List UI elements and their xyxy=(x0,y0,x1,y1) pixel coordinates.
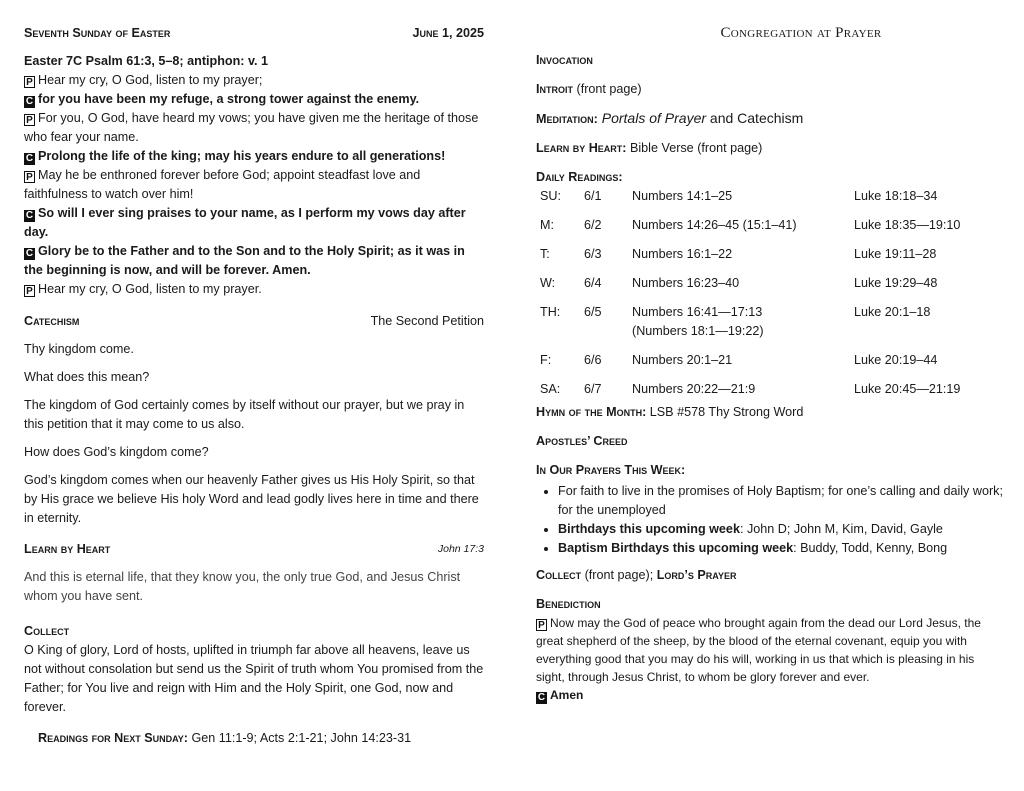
introit-label: Introit xyxy=(536,82,573,96)
reading-day: F: xyxy=(540,353,552,367)
reading-day: SU: xyxy=(540,189,561,203)
prayer-item-label: Baptism Birthdays this upcoming week xyxy=(558,541,794,555)
psalm-line-text: Prolong the life of the king; may his years endure to all generations! xyxy=(38,149,446,163)
prayer-list xyxy=(536,482,1006,558)
congregation-marker-icon: C xyxy=(25,153,34,164)
meditation-italic: Portals of Prayer xyxy=(601,110,707,126)
daily-readings-heading: Daily Readings: xyxy=(536,170,623,184)
reading-ot-primary: Numbers 14:26–45 (15:1–41) xyxy=(632,218,797,232)
invocation-heading: Invocation xyxy=(536,53,593,67)
reading-date: 6/4 xyxy=(584,276,602,290)
next-sunday-label: Readings for Next Sunday xyxy=(38,731,184,745)
reading-ot-primary: Numbers 16:1–22 xyxy=(632,247,733,261)
reading-old-testament xyxy=(632,351,854,380)
reading-ot-primary: Numbers 14:1–25 xyxy=(632,189,733,203)
next-sunday-readings: Readings for Next Sunday: Gen 11:1-9; Acts 2:1-21; John 14:23-31 xyxy=(38,731,412,745)
prayers-heading: In Our Prayers This Week: xyxy=(536,463,686,477)
learn-label: Learn by Heart: xyxy=(536,141,627,155)
reading-date: 6/6 xyxy=(584,353,602,367)
learn-verse: And this is eternal life, that they know you, the only true God, and Jesus Christ whom you have sent. xyxy=(24,570,461,603)
introit-line xyxy=(536,80,1006,99)
reading-new-testament: Luke 18:35—19:10 xyxy=(854,218,961,232)
psalm-line xyxy=(24,242,484,280)
catechism-header xyxy=(24,312,484,331)
bulletin-header xyxy=(24,24,484,43)
lords-prayer-label: Lord’s Prayer xyxy=(656,568,737,582)
catechism-heading: Catechism xyxy=(24,314,80,328)
prayer-item xyxy=(558,539,1006,558)
pastor-marker-icon: P xyxy=(24,114,35,126)
collect-prayer-line xyxy=(536,566,1006,585)
reading-old-testament xyxy=(632,274,854,303)
psalm-line-text: Glory be to the Father and to the Son and to the Holy Spirit; as it was in the beginning is now, and will be forever. Amen. xyxy=(24,244,465,277)
prayer-item-text: For faith to live in the promises of Holy Baptism; for one’s calling and daily work; for the unemployed xyxy=(558,484,1003,517)
collect-heading: Collect xyxy=(24,624,70,638)
reading-new-testament: Luke 20:19–44 xyxy=(854,353,938,367)
reading-old-testament xyxy=(632,303,854,351)
reading-day: T: xyxy=(540,247,550,261)
benediction-text-block xyxy=(536,614,1006,686)
reading-row xyxy=(540,351,960,380)
psalm-line-text: for you have been my refuge, a strong tower against the enemy. xyxy=(38,92,420,106)
pastor-marker-icon: P xyxy=(24,285,35,297)
psalm-heading: Easter 7C Psalm 61:3, 5–8; antiphon: v. 1 xyxy=(24,54,269,68)
right-column xyxy=(536,24,1006,704)
psalm-line-text: So will I ever sing praises to your name, as I perform my vows day after day. xyxy=(24,206,466,239)
reading-new-testament: Luke 18:18–34 xyxy=(854,189,938,203)
reading-ot-primary: Numbers 20:22—21:9 xyxy=(632,382,756,396)
hymn-label: Hymn of the Month: xyxy=(536,405,647,419)
learn-citation: John 17:3 xyxy=(437,543,484,555)
daily-readings-table xyxy=(540,187,960,409)
psalm-line-text: Hear my cry, O God, listen to my prayer. xyxy=(38,282,262,296)
reading-new-testament: Luke 20:1–18 xyxy=(854,305,931,319)
reading-old-testament xyxy=(632,245,854,274)
psalm-line xyxy=(24,109,484,147)
learn-text: Bible Verse (front page) xyxy=(629,141,763,155)
psalm-line-text: Hear my cry, O God, listen to my prayer; xyxy=(38,73,263,87)
reading-row xyxy=(540,303,960,351)
reading-date: 6/3 xyxy=(584,247,602,261)
reading-ot-primary: Numbers 16:23–40 xyxy=(632,276,740,290)
right-title: Congregation at Prayer xyxy=(720,25,882,41)
benediction-text: Now may the God of peace who brought again from the dead our Lord Jesus, the great shepherd of the sheep, by the blood of the eternal covenant, equip you with everything good that you may do his will, working in us that which is pleasing in his sight, through Jesus Christ, to whom be glory forever and ever. xyxy=(536,616,981,684)
psalm-line xyxy=(24,280,484,299)
psalm-responsive-reading xyxy=(24,71,484,299)
reading-new-testament: Luke 19:11–28 xyxy=(854,247,937,261)
reading-day: SA: xyxy=(540,382,561,396)
psalm-line xyxy=(24,147,484,166)
reading-new-testament: Luke 19:29–48 xyxy=(854,276,938,290)
prayer-item xyxy=(558,482,1006,520)
reading-date: 6/2 xyxy=(584,218,602,232)
pastor-marker-icon: P xyxy=(24,171,35,183)
catechism-subtitle: The Second Petition xyxy=(370,314,484,328)
benediction-heading: Benediction xyxy=(536,597,601,611)
pastor-marker-icon: P xyxy=(24,76,35,88)
reading-day: TH: xyxy=(540,305,561,319)
reading-row xyxy=(540,245,960,274)
psalm-line xyxy=(24,204,484,242)
catechism-paragraph: What does this mean? xyxy=(24,370,150,384)
hymn-text: LSB #578 Thy Strong Word xyxy=(649,405,804,419)
catechism-paragraph: How does God’s kingdom come? xyxy=(24,445,209,459)
collect-text: O King of glory, Lord of hosts, uplifted in triumph far above all heavens, leave us not without consolation but send us the Spirit of truth whom You promised from the Father; for You live and reign with Him and the Holy Spirit, one God, now and forever. xyxy=(24,643,484,714)
reading-new-testament: Luke 20:45—21:19 xyxy=(854,382,961,396)
catechism-paragraph: God’s kingdom comes when our heavenly Father gives us His Holy Spirit, so that by His grace we believe His holy Word and lead godly lives here in time and there in eternity. xyxy=(24,473,479,525)
psalm-line xyxy=(24,71,484,90)
prayer-item-text: : John D; John M, Kim, David, Gayle xyxy=(739,522,943,536)
reading-row xyxy=(540,187,960,216)
prayer-item-label: Birthdays this upcoming week xyxy=(558,522,740,536)
learn-by-heart-line xyxy=(536,139,1006,158)
reading-date: 6/1 xyxy=(584,189,602,203)
prayer-item xyxy=(558,520,1006,539)
reading-old-testament xyxy=(632,216,854,245)
reading-day: W: xyxy=(540,276,556,290)
introit-text: (front page) xyxy=(576,82,642,96)
learn-header xyxy=(24,540,484,559)
psalm-line xyxy=(24,166,484,204)
congregation-marker-icon: C xyxy=(25,210,34,221)
reading-ot-alternate: (Numbers 18:1—19:22) xyxy=(632,324,764,338)
left-column xyxy=(24,24,484,748)
collect-middle: (front page); xyxy=(584,568,654,582)
reading-date: 6/5 xyxy=(584,305,602,319)
amen-line xyxy=(536,686,1006,704)
reading-day: M: xyxy=(540,218,554,232)
meditation-line xyxy=(536,109,1006,129)
service-date: June 1, 2025 xyxy=(412,26,484,40)
congregation-marker-icon: C xyxy=(537,692,546,703)
amen-text: Amen xyxy=(550,688,584,702)
prayer-item-text: : Buddy, Todd, Kenny, Bong xyxy=(793,541,948,555)
reading-ot-primary: Numbers 20:1–21 xyxy=(632,353,733,367)
hymn-line xyxy=(536,403,1006,422)
reading-row xyxy=(540,216,960,245)
collect-label: Collect xyxy=(536,568,582,582)
learn-heading: Learn by Heart xyxy=(24,542,111,556)
reading-old-testament xyxy=(632,187,854,216)
sunday-title: Seventh Sunday of Easter xyxy=(24,26,171,40)
creed-heading: Apostles’ Creed xyxy=(536,434,628,448)
next-sunday-text: Gen 11:1-9; Acts 2:1-21; John 14:23-31 xyxy=(191,731,412,745)
congregation-marker-icon: C xyxy=(25,96,34,107)
catechism-paragraph: Thy kingdom come. xyxy=(24,342,134,356)
reading-row xyxy=(540,274,960,303)
catechism-paragraph: The kingdom of God certainly comes by itself without our prayer, but we pray in this petition that it may come to us also. xyxy=(24,398,465,431)
pastor-marker-icon: P xyxy=(536,619,547,631)
meditation-rest: and Catechism xyxy=(709,110,804,126)
congregation-marker-icon: C xyxy=(25,248,34,259)
meditation-label: Meditation: xyxy=(536,112,598,126)
psalm-line-text: For you, O God, have heard my vows; you have given me the heritage of those who fear your name. xyxy=(24,111,479,144)
psalm-line-text: May he be enthroned forever before God; appoint steadfast love and faithfulness to watch over him! xyxy=(24,168,421,201)
reading-ot-primary: Numbers 16:41—17:13 xyxy=(632,305,763,319)
psalm-line xyxy=(24,90,484,109)
reading-date: 6/7 xyxy=(584,382,602,396)
